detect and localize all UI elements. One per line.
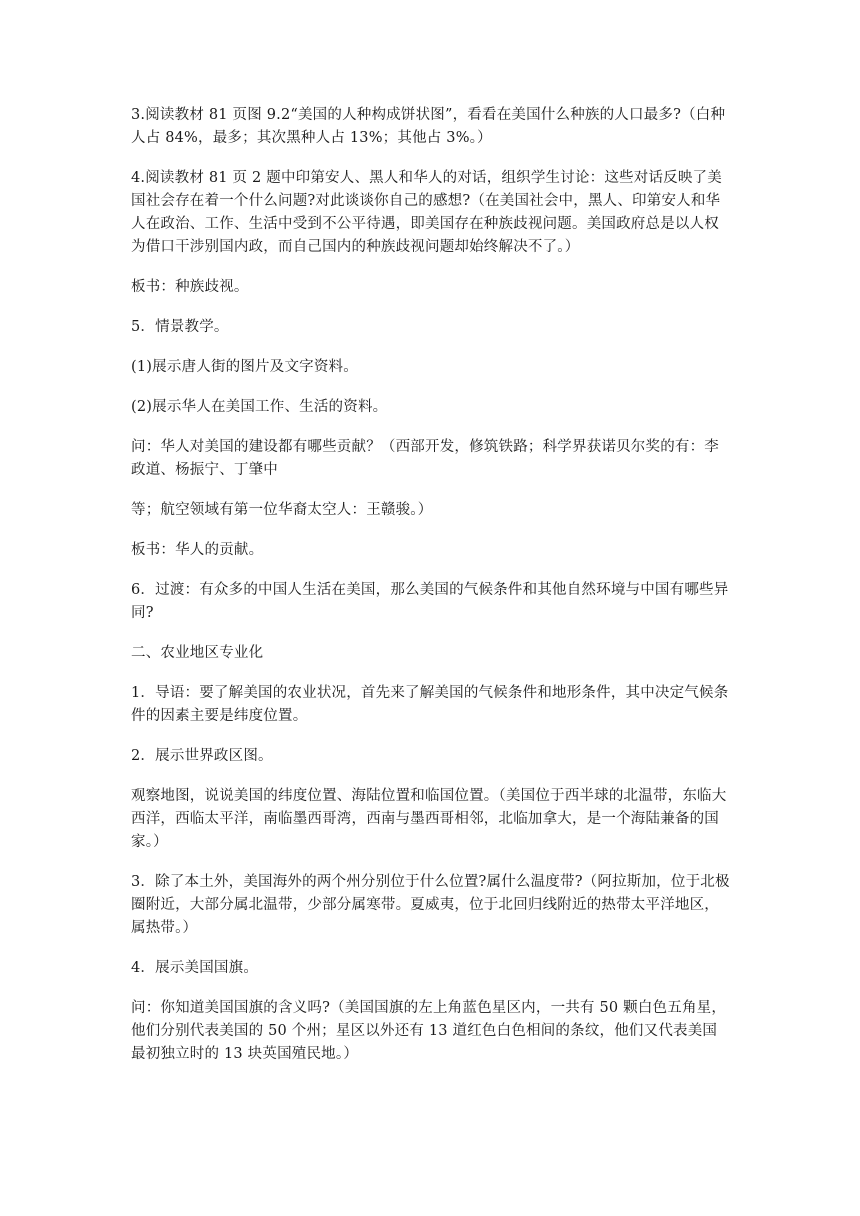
- paragraph-q3-race-pie-chart: 3.阅读教材 81 页图 9.2“美国的人种构成饼状图”，看看在美国什么种族的人口最多?（白种人占 84%，最多；其次黑种人占 13%；其他占 3%。）: [131, 107, 726, 146]
- paragraph-4-us-flag: 4．展示美国国旗。: [131, 960, 259, 976]
- paragraph-question-flag-meaning: 问：你知道美国国旗的含义吗?（美国国旗的左上角蓝色星区内，一共有 50 颗白色五角星，他们分别代表美国的 50 个州；星区以外还有 13 道红色白色相间的条纹，他们又代表美国最初独立时的 13 块英国殖民地。）: [131, 1000, 727, 1062]
- document-body: [131, 104, 731, 1083]
- paragraph-1-intro: 1．导语：要了解美国的农业状况，首先来了解美国的气候条件和地形条件，其中决定气候条件的因素主要是纬度位置。: [131, 685, 729, 724]
- blackboard-note-discrimination: 板书：种族歧视。: [131, 279, 249, 295]
- paragraph-6-transition: 6．过渡：有众多的中国人生活在美国，那么美国的气候条件和其他自然环境与中国有哪些异同?: [131, 582, 729, 621]
- paragraph-2-world-map: 2．展示世界政区图。: [131, 748, 273, 764]
- blackboard-note-contributions: 板书：华人的贡献。: [131, 542, 264, 558]
- paragraph-5-2-chinese-work-life: (2)展示华人在美国工作、生活的资料。: [131, 399, 388, 415]
- paragraph-observe-map: 观察地图，说说美国的纬度位置、海陆位置和临国位置。（美国位于西半球的北温带，东临大西洋，西临太平洋，南临墨西哥湾，西南与墨西哥相邻，北临加拿大，是一个海陆兼备的国家。）: [131, 788, 727, 850]
- paragraph-question-contributions: 问：华人对美国的建设都有哪些贡献？（西部开发，修筑铁路；科学界获诺贝尔奖的有：李政道、杨振宁、丁肇中: [131, 439, 719, 478]
- paragraph-q4-dialogue-discussion: 4.阅读教材 81 页 2 题中印第安人、黑人和华人的对话，组织学生讨论：这些对话反映了美国社会存在着一个什么问题?对此谈谈你自己的感想?（在美国社会中，黑人、印第安人和华人在政治、工作、生活中受到不公平待遇，即美国存在种族歧视问题。美国政府总是以人权为借口干涉别国内政，而自己国内的种族歧视问题却始终解决不了。）: [131, 170, 722, 255]
- paragraph-question-contributions-cont: 等；航空领域有第一位华裔太空人：王赣骏。）: [131, 502, 433, 518]
- paragraph-5-scenario-teaching: 5．情景教学。: [131, 319, 229, 335]
- paragraph-5-1-chinatown: (1)展示唐人街的图片及文字资料。: [131, 359, 358, 375]
- section-heading-agriculture: 二、农业地区专业化: [131, 645, 264, 661]
- paragraph-3-overseas-states: 3．除了本土外，美国海外的两个州分别位于什么位置?属什么温度带?（阿拉斯加，位于北极圈附近，大部分属北温带，少部分属寒带。夏威夷，位于北回归线附近的热带太平洋地区，属热带。）: [131, 874, 730, 936]
